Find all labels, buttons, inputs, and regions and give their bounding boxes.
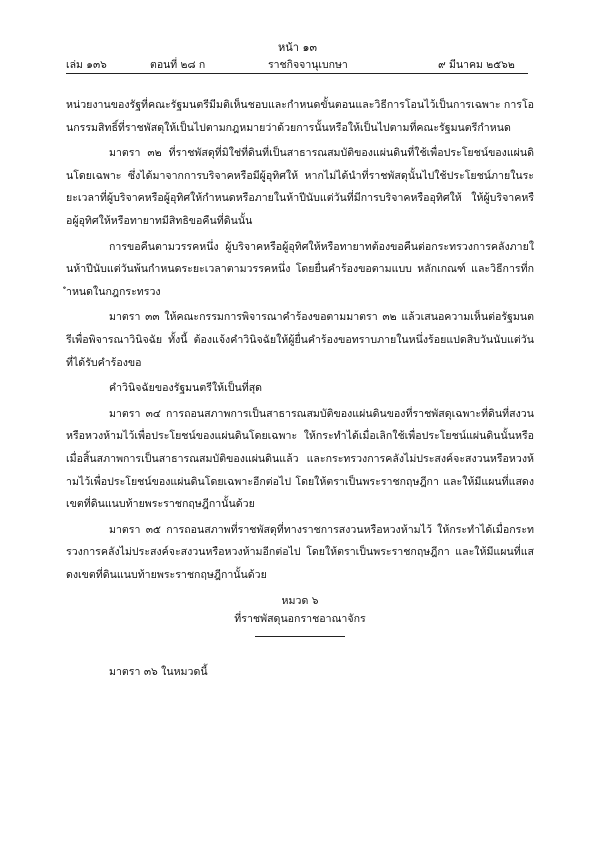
page-number: หน้า ๑๓: [278, 41, 317, 54]
issue-date: ๙ มีนาคม ๒๕๖๒: [438, 59, 515, 71]
paragraph-section-32-clause-2: การขอคืนตามวรรคหนึ่ง ผู้บริจาคหรือผู้อุทิศให้หรือทายาทต้องขอคืนต่อกระทรวงการคลังภายในห้าปีนับแต่วันพ้นกำหนดระยะเวลาตามวรรคหนึ่ง โดยยื่นคำร้องขอตามแบบ หลักเกณฑ์ และวิธีการที่กำหนดในกฎกระทรวง: [66, 240, 534, 298]
paragraph-section-36: มาตรา ๓๖ ในหมวดนี้: [109, 666, 208, 679]
gazette-name: ราชกิจจานุเบกษา: [268, 59, 348, 71]
part-label: ตอนที่ ๒๘ ก: [150, 59, 206, 71]
volume-label: เล่ม ๑๓๖: [66, 59, 107, 71]
chapter-title: ที่ราชพัสดุนอกราชอาณาจักร: [234, 613, 366, 626]
paragraph-continuation: หน่วยงานของรัฐที่คณะรัฐมนตรีมีมติเห็นชอบและกำหนดขั้นตอนและวิธีการโอนไว้เป็นการเฉพาะ การโอนกรรมสิทธิ์ที่ราชพัสดุให้เป็นไปตามกฎหมายว่าด้วยการนั้นหรือให้เป็นไปตามที่คณะรัฐมนตรีกำหนด: [66, 99, 535, 134]
header-divider: [66, 73, 528, 74]
chapter-number: หมวด ๖: [281, 595, 319, 608]
gazette-header: [66, 56, 528, 70]
chapter-divider: [255, 636, 345, 637]
paragraph-section-33-final: คำวินิจฉัยของรัฐมนตรีให้เป็นที่สุด: [109, 382, 263, 395]
paragraph-section-32: มาตรา ๓๒ ที่ราชพัสดุที่มิใช่ที่ดินที่เป็นสาธารณสมบัติของแผ่นดินที่ใช้เพื่อประโยชน์ของแผ่นดินโดยเฉพาะ ซึ่งได้มาจากการบริจาคหรือมีผู้อุทิศให้ หากไม่ได้นำที่ราชพัสดุนั้นไปใช้ประโยชน์ภายในระยะเวลาที่ผู้บริจาคหรือผู้อุทิศให้กำหนดหรือภายในห้าปีนับแต่วันที่มีการบริจาคหรืออุทิศให้ ให้ผู้บริจาคหรือผู้อุทิศให้หรือทายาทมีสิทธิขอคืนที่ดินนั้น: [66, 147, 534, 227]
paragraph-section-34: มาตรา ๓๔ การถอนสภาพการเป็นสาธารณสมบัติของแผ่นดินของที่ราชพัสดุเฉพาะที่ดินที่สงวนหรือหวงห้ามไว้เพื่อประโยชน์ของแผ่นดินโดยเฉพาะ ให้กระทำได้เมื่อเลิกใช้เพื่อประโยชน์แผ่นดินนั้นหรือเมื่อสิ้นสภาพการเป็นสาธารณสมบัติของแผ่นดินแล้ว และกระทรวงการคลังไม่ประสงค์จะสงวนหรือหวงห้ามไว้เพื่อประโยชน์ของแผ่นดินโดยเฉพาะอีกต่อไป โดยให้ตราเป็นพระราชกฤษฎีกา และให้มีแผนที่แสดงเขตที่ดินแนบท้ายพระราชกฤษฎีกานั้นด้วย: [66, 407, 534, 511]
paragraph-section-33: มาตรา ๓๓ ให้คณะกรรมการพิจารณาคำร้องขอตามมาตรา ๓๒ แล้วเสนอความเห็นต่อรัฐมนตรีเพื่อพิจารณาวินิจฉัย ทั้งนี้ ต้องแจ้งคำวินิจฉัยให้ผู้ยื่นคำร้องขอทราบภายในหนึ่งร้อยแปดสิบวันนับแต่วันที่ได้รับคำร้องขอ: [66, 311, 534, 369]
paragraph-section-35: มาตรา ๓๕ การถอนสภาพที่ราชพัสดุที่ทางราชการสงวนหรือหวงห้ามไว้ ให้กระทำได้เมื่อกระทรวงการคลังไม่ประสงค์จะสงวนหรือหวงห้ามอีกต่อไป โดยให้ตราเป็นพระราชกฤษฎีกา และให้มีแผนที่แสดงเขตที่ดินแนบท้ายพระราชกฤษฎีกานั้นด้วย: [66, 523, 534, 581]
document-body: [66, 94, 534, 687]
